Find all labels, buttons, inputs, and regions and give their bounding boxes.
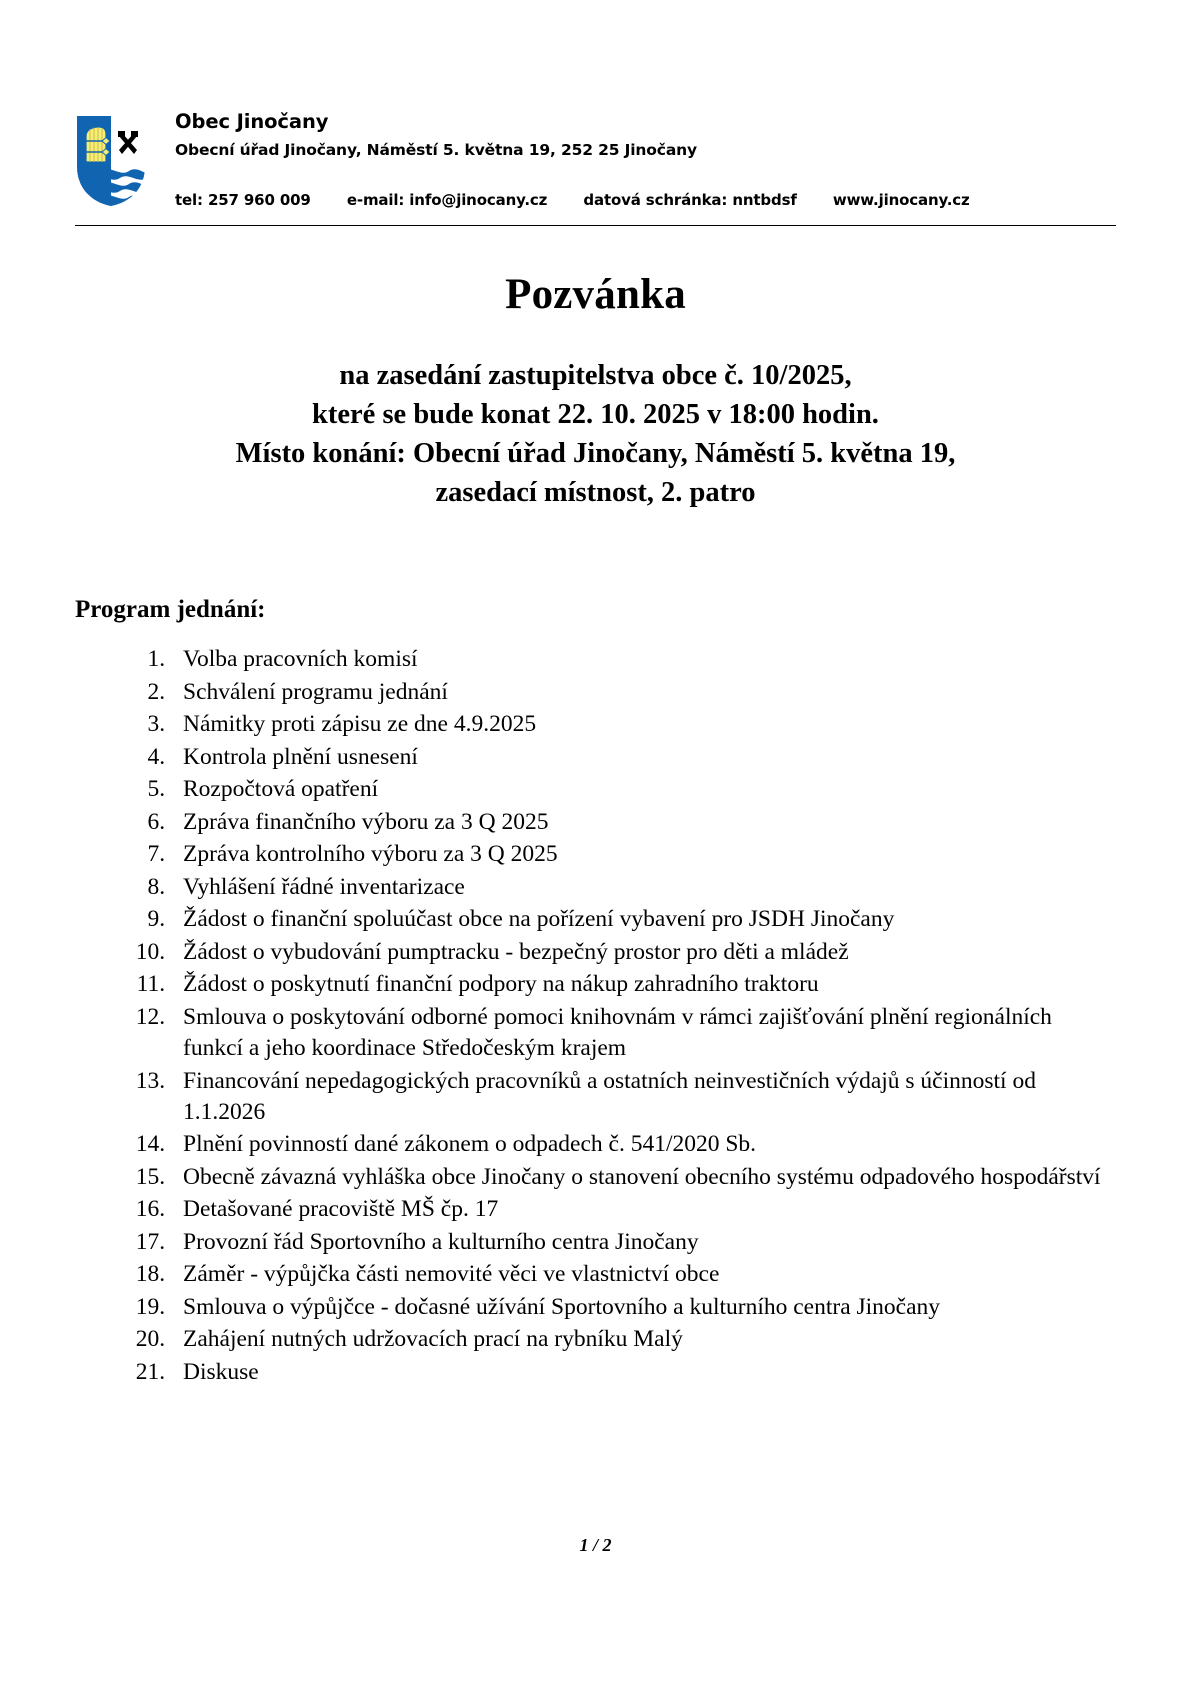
agenda-item: 4. Kontrola plnění usnesení (171, 742, 1116, 773)
organisation-address: Obecní úřad Jinočany, Náměstí 5. května 19, 252 25 Jinočany (175, 141, 697, 160)
agenda-item: 14. Plnění povinností dané zákonem o odpadech č. 541/2020 Sb. (171, 1129, 1116, 1160)
agenda-item: 16. Detašované pracoviště MŠ čp. 17 (171, 1194, 1116, 1225)
jinocany-coat-of-arms-icon (75, 114, 147, 208)
email-text: e-mail: info@jinocany.cz (346, 191, 548, 210)
agenda-item: 8. Vyhlášení řádné inventarizace (171, 872, 1116, 903)
agenda-item: 7. Zpráva kontrolního výboru za 3 Q 2025 (171, 839, 1116, 870)
agenda-item: 18. Záměr - výpůjčka části nemovité věci ve vlastnictví obce (171, 1259, 1116, 1290)
letterhead-divider (75, 225, 1116, 226)
agenda-item: 17. Provozní řád Sportovního a kulturního centra Jinočany (171, 1227, 1116, 1258)
agenda-item: 15. Obecně závazná vyhláška obce Jinočany o stanovení obecního systému odpadového hospodářství (171, 1162, 1116, 1193)
organisation-name: Obec Jinočany (175, 110, 329, 133)
data-box-text: datová schránka: nntbdsf (583, 191, 797, 210)
letterhead (75, 0, 1116, 209)
meeting-details (75, 357, 1116, 512)
agenda-item: 11. Žádost o poskytnutí finanční podpory na nákup zahradního traktoru (171, 969, 1116, 1000)
website-text: www.jinocany.cz (832, 191, 970, 210)
meeting-detail-line: na zasedání zastupitelstva obce č. 10/2025, (339, 360, 852, 392)
phone-text: tel: 257 960 009 (175, 191, 311, 210)
meeting-detail-line: Místo konání: Obecní úřad Jinočany, Náměstí 5. května 19, (235, 437, 956, 469)
letterhead-text (175, 108, 1116, 209)
agenda-item: 21. Diskuse (171, 1357, 1116, 1388)
agenda-item: 2. Schválení programu jednání (171, 677, 1116, 708)
agenda-item: 6. Zpráva finančního výboru za 3 Q 2025 (171, 807, 1116, 838)
agenda-item: 3. Námitky proti zápisu ze dne 4.9.2025 (171, 709, 1116, 740)
agenda-item: 10. Žádost o vybudování pumptracku - bezpečný prostor pro děti a mládež (171, 937, 1116, 968)
agenda-list (75, 644, 1116, 1387)
agenda-item: 20. Zahájení nutných udržovacích prací na rybníku Malý (171, 1324, 1116, 1355)
agenda-item: 1. Volba pracovních komisí (171, 644, 1116, 675)
agenda-item: 9. Žádost o finanční spoluúčast obce na pořízení vybavení pro JSDH Jinočany (171, 904, 1116, 935)
program-heading: Program jednání: (75, 596, 266, 624)
page-title: Pozvánka (505, 271, 686, 319)
agenda-item: 12. Smlouva o poskytování odborné pomoci knihovnám v rámci zajišťování plnění regionálních funkcí a jeho koordinace Středočeským krajem (171, 1002, 1116, 1064)
agenda-item: 5. Rozpočtová opatření (171, 774, 1116, 805)
contact-row (175, 191, 1116, 209)
meeting-detail-line: které se bude konat 22. 10. 2025 v 18:00 hodin. (312, 399, 879, 431)
meeting-detail-line: zasedací místnost, 2. patro (435, 476, 756, 508)
agenda-item: 13. Financování nepedagogických pracovníků a ostatních neinvestičních výdajů s účinností od 1.1.2026 (171, 1066, 1116, 1128)
agenda-item: 19. Smlouva o výpůjčce - dočasné užívání Sportovního a kulturního centra Jinočany (171, 1292, 1116, 1323)
page-number: 1 / 2 (579, 1535, 612, 1555)
